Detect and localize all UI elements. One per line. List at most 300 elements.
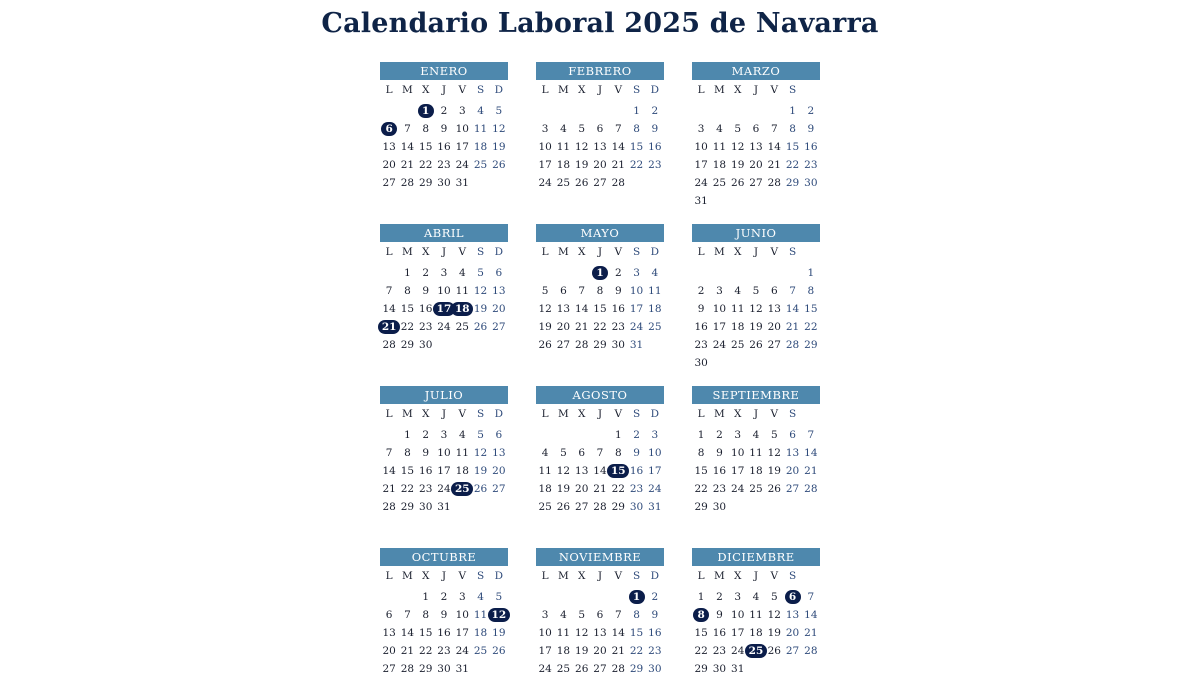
day-cell: 10 — [648, 447, 662, 459]
day-cell: 30 — [712, 501, 727, 513]
day-cell: 20 — [382, 159, 396, 171]
weekday-label: D — [650, 84, 660, 96]
weekday-label: V — [770, 570, 779, 582]
day-cell: 18 — [556, 645, 571, 657]
day-cell: 3 — [716, 285, 723, 297]
day-cell: 18 — [712, 159, 727, 171]
day-cell: 27 — [575, 501, 589, 513]
day-cell: 9 — [716, 447, 723, 459]
day-cell: 23 — [437, 645, 451, 657]
weekday-label: X — [733, 246, 742, 258]
weekday-label: L — [697, 570, 705, 582]
day-cell: 14 — [382, 303, 396, 315]
day-cell: 22 — [611, 483, 625, 495]
day-cell: 24 — [731, 483, 745, 495]
weekday-label — [802, 80, 820, 100]
day-cell: 13 — [556, 303, 571, 315]
day-cell: 5 — [477, 267, 484, 279]
day-cell: 10 — [629, 285, 644, 297]
day-cell: 12 — [767, 609, 781, 621]
day-cell: 3 — [734, 429, 742, 441]
day-cell: 19 — [492, 141, 506, 153]
day-cell: 26 — [767, 645, 781, 657]
month-header: MAYO — [536, 224, 664, 242]
day-cell: 8 — [697, 447, 705, 459]
day-cell: 26 — [575, 663, 589, 675]
day-cell: 12 — [492, 123, 506, 135]
weekday-row — [536, 566, 664, 584]
weekday-row — [536, 242, 664, 260]
month-mayo — [536, 224, 664, 370]
month-septiembre — [692, 386, 820, 532]
day-cell: 24 — [437, 321, 451, 333]
weekday-label: V — [458, 570, 467, 582]
day-cell: 4 — [651, 267, 659, 279]
day-cell: 8 — [633, 123, 640, 135]
weekday-label: L — [697, 84, 705, 96]
month-header: FEBRERO — [536, 62, 664, 80]
weekday-label: X — [421, 408, 430, 420]
day-cell: 7 — [807, 591, 815, 603]
holiday-day: 1 — [627, 588, 645, 606]
day-cell: 13 — [593, 141, 607, 153]
month-julio — [380, 386, 508, 532]
weekday-label — [802, 242, 820, 262]
weekday-row — [692, 80, 820, 98]
day-cell: 22 — [694, 483, 708, 495]
day-cell: 19 — [575, 159, 589, 171]
day-cell: 24 — [538, 663, 552, 675]
day-cell: 16 — [611, 303, 625, 315]
day-cell: 14 — [593, 465, 607, 477]
day-cell: 16 — [712, 465, 727, 477]
day-cell: 28 — [593, 501, 607, 513]
day-cell: 3 — [458, 591, 466, 603]
day-cell: 12 — [473, 447, 488, 459]
month-header: AGOSTO — [536, 386, 664, 404]
empty-cell — [729, 102, 747, 120]
day-cell: 10 — [712, 303, 727, 315]
day-cell: 20 — [556, 321, 571, 333]
day-cell: 15 — [629, 141, 644, 153]
weekday-label: S — [788, 408, 797, 420]
day-cell: 12 — [749, 303, 763, 315]
month-junio — [692, 224, 820, 370]
day-cell: 31 — [694, 195, 708, 207]
day-cell: 24 — [455, 645, 469, 657]
weekday-row — [380, 242, 508, 260]
day-cell: 18 — [731, 321, 745, 333]
weekday-label: J — [597, 570, 603, 582]
day-cell: 9 — [422, 447, 430, 459]
weekday-label: D — [650, 570, 660, 582]
day-cell: 5 — [770, 591, 778, 603]
weekday-row — [380, 566, 508, 584]
day-cell: 20 — [785, 627, 800, 639]
day-cell: 12 — [575, 141, 589, 153]
holiday-day: 25 — [453, 480, 471, 498]
day-cell: 6 — [560, 285, 567, 297]
weekday-row — [536, 404, 664, 422]
day-cell: 16 — [419, 465, 433, 477]
weekday-row — [380, 404, 508, 422]
day-cell: 5 — [734, 123, 742, 135]
day-cell: 22 — [694, 645, 708, 657]
day-cell: 30 — [437, 663, 451, 675]
day-cell: 19 — [731, 159, 745, 171]
weekday-label: X — [733, 408, 742, 420]
weekday-label: M — [714, 84, 725, 96]
weekday-label: X — [421, 246, 430, 258]
weekday-label: M — [402, 570, 413, 582]
day-cell: 18 — [473, 627, 488, 639]
day-cell: 2 — [651, 591, 659, 603]
day-cell: 25 — [473, 645, 488, 657]
month-header: JULIO — [380, 386, 508, 404]
weekday-label: L — [385, 408, 393, 420]
day-cell: 31 — [455, 663, 469, 675]
day-cell: 17 — [455, 627, 469, 639]
month-enero — [380, 62, 508, 208]
day-cell: 13 — [749, 141, 763, 153]
day-cell: 12 — [731, 141, 745, 153]
day-cell: 31 — [648, 501, 662, 513]
weekday-label: J — [441, 246, 447, 258]
weekday-row — [380, 80, 508, 98]
day-cell: 1 — [697, 429, 705, 441]
weekday-label: D — [494, 84, 504, 96]
day-cell: 7 — [789, 285, 796, 297]
weekday-label: S — [632, 408, 641, 420]
day-cell: 5 — [477, 429, 484, 441]
month-header: DICIEMBRE — [692, 548, 820, 566]
month-header: MARZO — [692, 62, 820, 80]
day-cell: 15 — [400, 465, 415, 477]
day-cell: 24 — [694, 177, 708, 189]
day-cell: 6 — [578, 447, 586, 459]
empty-cell — [710, 264, 728, 282]
weekday-label: L — [385, 246, 393, 258]
empty-cell — [380, 588, 398, 606]
calendar-grid — [380, 62, 822, 694]
day-cell: 20 — [575, 483, 589, 495]
day-cell: 6 — [770, 285, 778, 297]
day-cell: 5 — [752, 285, 760, 297]
day-cell: 11 — [538, 465, 552, 477]
day-cell: 7 — [614, 123, 622, 135]
weekday-label: J — [597, 408, 603, 420]
empty-cell — [591, 588, 609, 606]
day-cell: 25 — [538, 501, 552, 513]
weekday-label: V — [770, 84, 779, 96]
day-cell: 3 — [541, 123, 549, 135]
day-cell: 1 — [633, 105, 640, 117]
day-cell: 11 — [712, 141, 727, 153]
day-cell: 5 — [578, 609, 586, 621]
day-cell: 4 — [477, 591, 484, 603]
day-cell: 21 — [804, 465, 818, 477]
day-cell: 26 — [767, 483, 781, 495]
weekday-label: M — [714, 570, 725, 582]
weekday-label: S — [476, 570, 485, 582]
days-grid — [536, 588, 664, 678]
day-cell: 7 — [385, 285, 393, 297]
holiday-day: 25 — [747, 642, 765, 660]
weekday-label: X — [421, 84, 430, 96]
day-cell: 17 — [437, 465, 451, 477]
day-cell: 3 — [697, 123, 705, 135]
month-abril — [380, 224, 508, 370]
day-cell: 17 — [648, 465, 662, 477]
day-cell: 5 — [495, 105, 503, 117]
day-cell: 24 — [538, 177, 552, 189]
weekday-label: V — [770, 408, 779, 420]
day-cell: 21 — [611, 159, 625, 171]
day-cell: 7 — [385, 447, 393, 459]
weekday-label: D — [650, 408, 660, 420]
weekday-label: X — [577, 408, 586, 420]
day-cell: 4 — [734, 285, 742, 297]
day-cell: 29 — [785, 177, 800, 189]
day-cell: 2 — [440, 591, 448, 603]
day-cell: 23 — [712, 483, 727, 495]
day-cell: 14 — [611, 141, 625, 153]
day-cell: 29 — [694, 501, 708, 513]
day-cell: 28 — [611, 177, 625, 189]
weekday-label: V — [458, 408, 467, 420]
day-cell: 8 — [596, 285, 604, 297]
day-cell: 9 — [716, 609, 723, 621]
month-noviembre — [536, 548, 664, 694]
day-cell: 20 — [492, 303, 506, 315]
day-cell: 15 — [804, 303, 818, 315]
day-cell: 15 — [694, 627, 708, 639]
holiday-day: 15 — [609, 462, 627, 480]
day-cell: 6 — [789, 429, 796, 441]
month-header: NOVIEMBRE — [536, 548, 664, 566]
day-cell: 7 — [614, 609, 622, 621]
day-cell: 30 — [419, 339, 433, 351]
empty-cell — [765, 102, 783, 120]
day-cell: 30 — [648, 663, 662, 675]
empty-cell — [554, 102, 572, 120]
day-cell: 15 — [400, 303, 415, 315]
weekday-label: V — [458, 246, 467, 258]
day-cell: 19 — [749, 321, 763, 333]
day-cell: 6 — [752, 123, 760, 135]
day-cell: 21 — [400, 159, 415, 171]
empty-cell — [710, 102, 728, 120]
weekday-label: S — [476, 84, 485, 96]
weekday-label: M — [558, 246, 569, 258]
day-cell: 30 — [437, 177, 451, 189]
day-cell: 27 — [593, 663, 607, 675]
empty-cell — [729, 264, 747, 282]
empty-cell — [609, 588, 627, 606]
day-cell: 14 — [400, 141, 415, 153]
weekday-label: X — [733, 84, 742, 96]
month-octubre — [380, 548, 508, 694]
day-cell: 29 — [419, 663, 433, 675]
day-cell: 23 — [419, 483, 433, 495]
day-cell: 22 — [419, 159, 433, 171]
day-cell: 21 — [400, 645, 415, 657]
empty-cell — [765, 264, 783, 282]
day-cell: 11 — [749, 609, 763, 621]
day-cell: 25 — [749, 483, 763, 495]
day-cell: 22 — [400, 483, 415, 495]
day-cell: 30 — [712, 663, 727, 675]
day-cell: 21 — [611, 645, 625, 657]
day-cell: 8 — [633, 609, 640, 621]
weekday-label: S — [476, 246, 485, 258]
weekday-label: V — [614, 570, 623, 582]
weekday-label: M — [402, 246, 413, 258]
day-cell: 8 — [422, 123, 430, 135]
weekday-label: J — [753, 246, 759, 258]
weekday-label: J — [753, 84, 759, 96]
day-cell: 1 — [789, 105, 796, 117]
day-cell: 30 — [419, 501, 433, 513]
weekday-label: S — [788, 84, 797, 96]
day-cell: 22 — [593, 321, 607, 333]
day-cell: 5 — [541, 285, 549, 297]
days-grid — [692, 264, 820, 372]
day-cell: 8 — [422, 609, 430, 621]
weekday-label: M — [402, 84, 413, 96]
day-cell: 19 — [492, 627, 506, 639]
day-cell: 18 — [473, 141, 488, 153]
day-cell: 22 — [629, 645, 644, 657]
empty-cell — [591, 426, 609, 444]
day-cell: 29 — [593, 339, 607, 351]
weekday-label: S — [788, 570, 797, 582]
day-cell: 29 — [804, 339, 818, 351]
day-cell: 7 — [404, 609, 411, 621]
day-cell: 31 — [731, 663, 745, 675]
day-cell: 11 — [556, 141, 571, 153]
weekday-label: J — [441, 84, 447, 96]
days-grid — [536, 264, 664, 354]
day-cell: 10 — [731, 609, 745, 621]
day-cell: 22 — [419, 645, 433, 657]
day-cell: 3 — [458, 105, 466, 117]
day-cell: 6 — [495, 267, 503, 279]
day-cell: 1 — [422, 591, 430, 603]
empty-cell — [692, 264, 710, 282]
empty-cell — [536, 588, 554, 606]
weekday-label: X — [577, 246, 586, 258]
day-cell: 8 — [807, 285, 815, 297]
day-cell: 4 — [752, 591, 760, 603]
day-cell: 24 — [437, 483, 451, 495]
day-cell: 9 — [697, 303, 705, 315]
day-cell: 4 — [752, 429, 760, 441]
day-cell: 26 — [492, 159, 506, 171]
day-cell: 23 — [419, 321, 433, 333]
day-cell: 21 — [593, 483, 607, 495]
day-cell: 31 — [437, 501, 451, 513]
day-cell: 9 — [651, 609, 659, 621]
day-cell: 7 — [596, 447, 604, 459]
day-cell: 14 — [767, 141, 781, 153]
month-header: ENERO — [380, 62, 508, 80]
day-cell: 17 — [694, 159, 708, 171]
day-cell: 16 — [712, 627, 727, 639]
day-cell: 8 — [789, 123, 796, 135]
day-cell: 31 — [455, 177, 469, 189]
empty-cell — [380, 426, 398, 444]
day-cell: 9 — [807, 123, 815, 135]
weekday-label: S — [632, 84, 641, 96]
day-cell: 20 — [492, 465, 506, 477]
holiday-day: 6 — [783, 588, 801, 606]
weekday-label: L — [541, 408, 549, 420]
day-cell: 13 — [492, 285, 506, 297]
day-cell: 9 — [422, 285, 430, 297]
day-cell: 16 — [419, 303, 433, 315]
day-cell: 23 — [648, 159, 662, 171]
day-cell: 29 — [629, 663, 644, 675]
weekday-label: S — [476, 408, 485, 420]
day-cell: 14 — [400, 627, 415, 639]
day-cell: 27 — [593, 177, 607, 189]
day-cell: 28 — [382, 501, 396, 513]
day-cell: 24 — [648, 483, 662, 495]
weekday-label: L — [385, 84, 393, 96]
day-cell: 9 — [633, 447, 640, 459]
day-cell: 4 — [560, 609, 567, 621]
weekday-label — [802, 566, 820, 586]
day-cell: 26 — [575, 177, 589, 189]
day-cell: 16 — [648, 141, 662, 153]
day-cell: 20 — [593, 159, 607, 171]
weekday-label: D — [494, 570, 504, 582]
day-cell: 12 — [556, 465, 571, 477]
day-cell: 28 — [400, 177, 415, 189]
day-cell: 17 — [538, 645, 552, 657]
day-cell: 13 — [492, 447, 506, 459]
day-cell: 3 — [633, 267, 640, 279]
weekday-label: D — [650, 246, 660, 258]
day-cell: 18 — [455, 465, 469, 477]
day-cell: 3 — [440, 267, 448, 279]
empty-cell — [554, 588, 572, 606]
day-cell: 21 — [767, 159, 781, 171]
day-cell: 28 — [785, 339, 800, 351]
day-cell: 5 — [770, 429, 778, 441]
day-cell: 25 — [556, 177, 571, 189]
day-cell: 28 — [767, 177, 781, 189]
day-cell: 17 — [731, 627, 745, 639]
days-grid — [380, 102, 508, 192]
day-cell: 4 — [541, 447, 549, 459]
day-cell: 13 — [382, 141, 396, 153]
day-cell: 28 — [611, 663, 625, 675]
day-cell: 27 — [749, 177, 763, 189]
day-cell: 19 — [575, 645, 589, 657]
day-cell: 23 — [611, 321, 625, 333]
day-cell: 3 — [651, 429, 659, 441]
day-cell: 2 — [697, 285, 705, 297]
days-grid — [380, 264, 508, 354]
day-cell: 2 — [614, 267, 622, 279]
day-cell: 22 — [785, 159, 800, 171]
day-cell: 11 — [648, 285, 662, 297]
day-cell: 10 — [455, 609, 469, 621]
holiday-day: 18 — [453, 300, 471, 318]
day-cell: 30 — [611, 339, 625, 351]
